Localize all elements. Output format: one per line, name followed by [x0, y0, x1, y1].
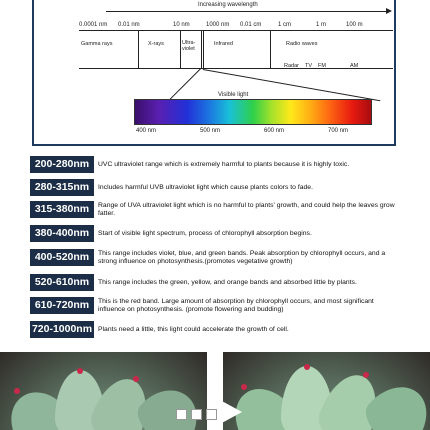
radio-sub-fm: FM: [318, 63, 326, 69]
range-badge: 720-1000nm: [30, 321, 94, 338]
range-row-720-1000: [30, 321, 402, 341]
visible-tick-label: 400 nm: [136, 128, 157, 134]
plant-leaf-tip: [304, 364, 310, 370]
band-divider: [270, 30, 271, 69]
wavelength-arrow-head: [386, 8, 392, 14]
band-divider: [201, 30, 202, 69]
wavelength-label: 1 cm: [278, 22, 292, 28]
plant-leaf-tip: [14, 388, 20, 394]
range-badge: 315-380nm: [30, 201, 94, 218]
increasing-wavelength-label: Increasing wavelength: [198, 2, 258, 8]
range-description: Includes harmful UVB ultraviolet light which cause plants colors to fade.: [98, 184, 313, 191]
range-badge: 200-280nm: [30, 156, 94, 173]
wavelength-label: 100 m: [346, 22, 363, 28]
range-row-610-720: [30, 297, 402, 317]
band-radio-waves: Radio waves: [286, 41, 318, 47]
visible-tick-label: 500 nm: [200, 128, 221, 134]
range-badge: 520-610nm: [30, 274, 94, 291]
radio-sub-am: AM: [350, 63, 359, 69]
comparison-square-icon: [206, 409, 217, 420]
plant-leaf-tip: [363, 372, 369, 378]
wavelength-label: 0.01 cm: [240, 22, 262, 28]
wavelength-label: 0.0001 nm: [79, 22, 108, 28]
wavelength-label: 10 nm: [173, 22, 190, 28]
band-x-rays: X-rays: [148, 41, 164, 47]
range-row-315-380: [30, 201, 402, 221]
comparison-square-icon: [176, 409, 187, 420]
plant-leaf-tip: [241, 384, 247, 390]
plant-leaf: [130, 377, 207, 430]
plant-photo-after: [223, 352, 430, 430]
band-infrared: Infrared: [214, 41, 233, 47]
range-badge: 400-520nm: [30, 249, 94, 266]
visible-tick-label: 600 nm: [264, 128, 285, 134]
wavelength-label: 1 m: [316, 22, 327, 28]
spectrum-diagram: [32, 0, 396, 146]
band-divider: [203, 30, 204, 69]
range-description: Range of UVA ultraviolet light which is no harmful to plants' growth, and could help the leaves grow fatter.: [98, 202, 395, 217]
band-gamma-rays: Gamma rays: [81, 41, 113, 47]
wavelength-label: 0.01 nm: [118, 22, 140, 28]
range-row-380-400: [30, 225, 402, 245]
visible-tick-label: 700 nm: [328, 128, 349, 134]
range-description: Plants need a little, this light could accelerate the growth of cell.: [98, 326, 289, 333]
range-row-520-610: [30, 274, 402, 294]
comparison-arrow-icon: [220, 400, 242, 424]
range-description: This range includes violet, blue, and green bands. Peak absorption by chlorophyll occurs, and a strong influence on photosynthesis.(promotes vegetative growth): [98, 250, 386, 265]
plant-leaf-tip: [77, 368, 83, 374]
range-description: This range includes the green, yellow, and orange bands and absorbed little by plants.: [98, 279, 357, 286]
visible-spectrum-bar: [134, 99, 372, 125]
range-row-400-520: [30, 249, 402, 269]
spectrum-scale: [79, 30, 393, 69]
range-description: UVC ultraviolet range which is extremely harmful to plants because it is highly toxic.: [98, 161, 350, 168]
visible-light-label: Visible light: [218, 92, 249, 98]
wavelength-label: 1000 nm: [206, 22, 230, 28]
range-row-280-315: [30, 179, 402, 199]
comparison-square-icon: [191, 409, 202, 420]
band-ultraviolet: Ultra-violet: [182, 40, 196, 52]
band-divider: [180, 30, 181, 69]
range-description: This is the red band. Large amount of absorption by chlorophyll occurs, and most significant influence on photosynthesis. (promote flowering and budding): [98, 298, 374, 313]
range-description: Start of visible light spectrum, process of chlorophyll absorption begins.: [98, 230, 312, 237]
range-badge: 610-720nm: [30, 297, 94, 314]
range-badge: 280-315nm: [30, 179, 94, 196]
range-badge: 380-400nm: [30, 225, 94, 242]
plant-leaf-tip: [133, 376, 139, 382]
radio-sub-tv: TV: [305, 63, 313, 69]
wavelength-arrow-line: [106, 11, 388, 12]
range-row-200-280: [30, 156, 402, 176]
radio-sub-radar: Radar: [284, 63, 299, 69]
band-divider: [138, 30, 139, 69]
